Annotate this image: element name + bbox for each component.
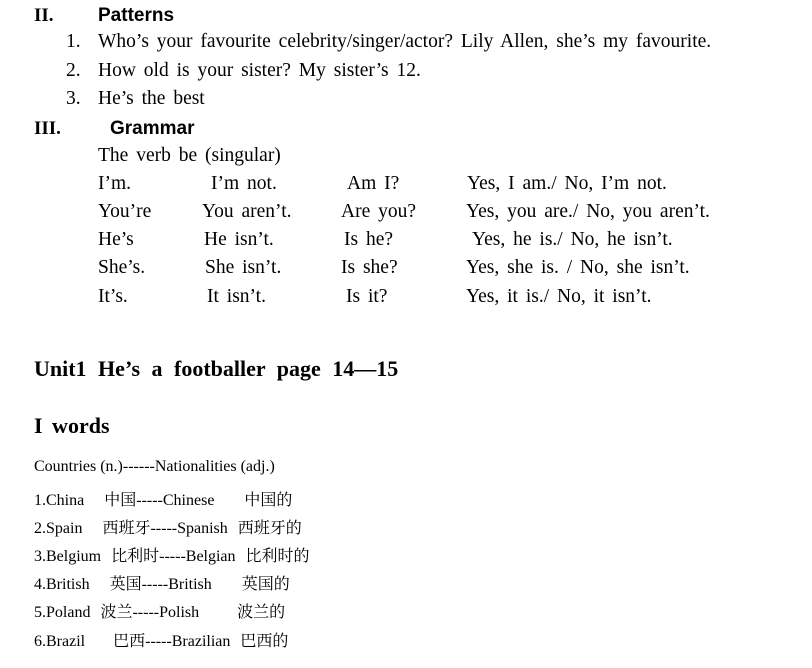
vocab-country-cn: 波兰: [100, 602, 133, 621]
vocab-country-cn: 中国: [104, 490, 137, 509]
pattern-2-number: 2.: [66, 60, 81, 81]
vocab-nationality: Chinese: [162, 492, 215, 509]
vocab-nationality-cn: 比利时的: [245, 546, 310, 565]
grammar-subtitle: The verb be (singular): [98, 145, 281, 166]
vocab-country: 4.British: [34, 576, 90, 593]
vocab-country: 3.Belgium: [34, 548, 102, 565]
grammar-negative: He isn’t.: [204, 229, 274, 250]
vocab-country: 6.Brazil: [34, 633, 86, 650]
vocab-separator: -----: [132, 604, 160, 621]
vocab-separator: -----: [136, 492, 163, 509]
vocab-nationality: Brazilian: [171, 633, 231, 650]
vocab-country-cn: 巴西: [113, 631, 146, 650]
vocab-item: [34, 628, 288, 651]
grammar-question: Is she?: [341, 257, 398, 278]
grammar-positive: You’re: [98, 201, 152, 222]
grammar-answer: Yes, I am./ No, I’m not.: [467, 173, 667, 194]
section-3-number: III.: [34, 118, 61, 139]
vocab-country-cn: 比利时: [111, 546, 160, 565]
vocab-country: 2.Spain: [34, 520, 83, 537]
section-3-title: Grammar: [110, 118, 195, 139]
vocab-separator: -----: [145, 633, 172, 650]
vocab-nationality: Polish: [159, 604, 200, 621]
vocab-nationality: Belgian: [185, 548, 236, 565]
grammar-answer: Yes, he is./ No, he isn’t.: [472, 229, 673, 250]
vocab-nationality-cn: 中国的: [244, 490, 293, 509]
vocab-nationality-cn: 巴西的: [240, 631, 289, 650]
grammar-negative: It isn’t.: [207, 286, 266, 307]
grammar-positive: I’m.: [98, 173, 132, 194]
vocab-separator: -----: [159, 548, 186, 565]
vocab-item: [34, 487, 292, 510]
grammar-positive: It’s.: [98, 286, 128, 307]
grammar-question: Is he?: [344, 229, 394, 250]
vocab-item: [34, 571, 290, 594]
vocab-item: [34, 599, 285, 622]
grammar-negative: You aren’t.: [202, 201, 292, 222]
vocab-separator: -----: [141, 576, 169, 593]
vocab-country-cn: 英国: [109, 574, 142, 593]
vocab-country-cn: 西班牙: [102, 518, 151, 537]
grammar-positive: She’s.: [98, 257, 146, 278]
grammar-answer: Yes, she is. / No, she isn’t.: [466, 257, 690, 278]
pattern-3-number: 3.: [66, 88, 81, 109]
vocab-item: [34, 543, 310, 566]
grammar-negative: I’m not.: [211, 173, 277, 194]
vocab-item: [34, 515, 302, 538]
unit-title: Unit1 He’s a footballer page 14—15: [34, 356, 399, 381]
vocab-nationality: British: [168, 576, 212, 593]
grammar-question: Are you?: [341, 201, 417, 222]
section-2-number: II.: [34, 5, 54, 26]
vocab-separator: -----: [150, 520, 178, 537]
grammar-answer: Yes, you are./ No, you aren’t.: [466, 201, 710, 222]
grammar-question: Is it?: [346, 286, 388, 307]
pattern-2-text: How old is your sister? My sister’s 12.: [98, 60, 421, 81]
pattern-3-text: He’s the best: [98, 88, 205, 109]
vocab-nationality: Spanish: [177, 520, 228, 537]
vocab-country: 1.China: [34, 492, 85, 509]
grammar-question: Am I?: [347, 173, 400, 194]
section-2-title: Patterns: [98, 5, 175, 26]
words-header: Countries (n.)------Nationalities (adj.): [34, 458, 275, 475]
vocab-nationality-cn: 波兰的: [237, 602, 286, 621]
grammar-negative: She isn’t.: [205, 257, 282, 278]
vocab-nationality-cn: 英国的: [241, 574, 290, 593]
words-title: I words: [34, 413, 110, 438]
grammar-positive: He’s: [98, 229, 134, 250]
vocab-nationality-cn: 西班牙的: [237, 518, 302, 537]
vocab-country: 5.Poland: [34, 604, 91, 621]
pattern-1-number: 1.: [66, 31, 81, 52]
grammar-answer: Yes, it is./ No, it isn’t.: [466, 286, 652, 307]
pattern-1-text: Who’s your favourite celebrity/singer/actor? Lily Allen, she’s my favourite.: [98, 31, 712, 52]
